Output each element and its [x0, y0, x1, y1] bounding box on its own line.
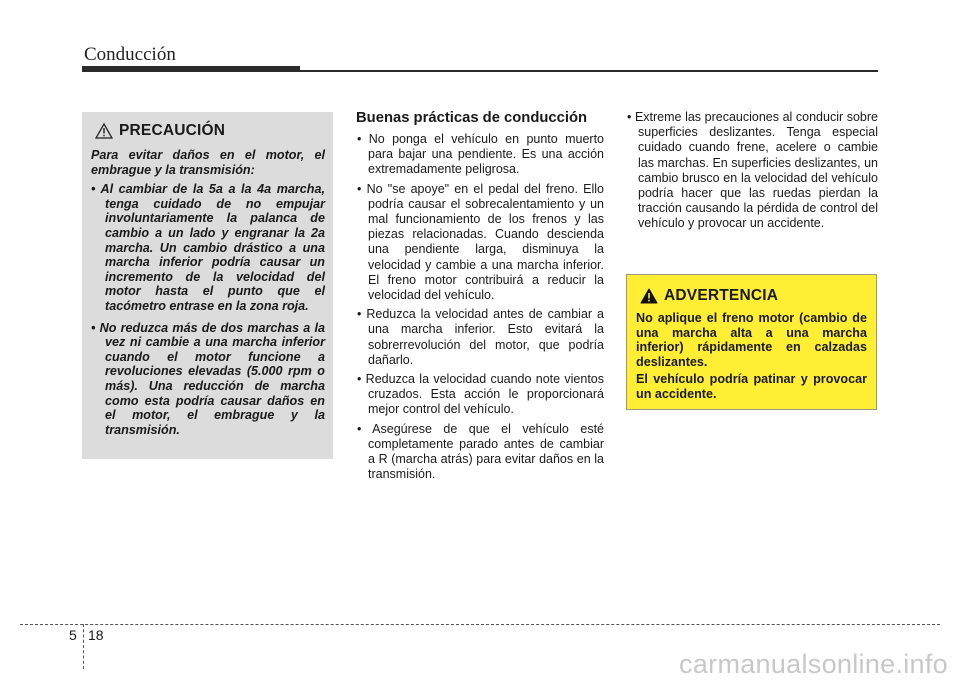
practice-item: • Asegúrese de que el vehículo esté completamente parado antes de cambiar a R (marcha atrás) para evitar daños en la transmisión.: [357, 421, 604, 482]
caution-title: PRECAUCIÓN: [119, 122, 226, 139]
practices-heading: Buenas prácticas de conducción: [356, 110, 588, 126]
caution-header: [95, 119, 325, 143]
chapter-number: 5: [69, 627, 77, 643]
practices-list-right: [625, 110, 878, 232]
practice-item: • No ponga el vehículo en punto muerto para bajar una pendiente. Es una acción extremadamente peligrosa.: [357, 132, 604, 177]
warning-box: [626, 274, 877, 410]
caution-box: [82, 112, 333, 459]
practices-list: [355, 132, 604, 482]
warning-triangle-filled-icon: [640, 288, 658, 304]
watermark: carmanualsonline.info: [679, 649, 948, 679]
caution-list: [91, 182, 325, 437]
warning-paragraph: El vehículo podría patinar y provocar un accidente.: [636, 372, 867, 401]
warning-header: [640, 284, 867, 308]
practice-item: • Reduzca la velocidad antes de cambiar a una marcha inferior. Esto evitará la sobrerrevolución del motor, que podría dañarlo.: [357, 307, 604, 367]
practice-item: • Reduzca la velocidad cuando note vientos cruzados. Esta acción le proporcionará mejor control del vehículo.: [357, 372, 604, 417]
warning-triangle-outline-icon: [95, 123, 113, 139]
practices-column-right: [625, 110, 878, 236]
header-rule-thin: [300, 70, 878, 72]
caution-item: • No reduzca más de dos marchas a la vez ni cambie a una marcha inferior cuando el motor funcione a revoluciones elevadas (5.000 rpm o más). Una reducción de marcha como esta podría causar daños en el motor, el embrague y la transmisión.: [91, 320, 325, 437]
practice-item: • No "se apoye" en el pedal del freno. Ello podría causar el sobrecalentamiento y un mal funcionamiento de los frenos y las piezas relacionadas. Cuando descienda una pendiente larga, disminuya la velocidad y cambie a una marcha inferior. El freno motor contribuirá a reducir la velocidad del vehículo.: [357, 181, 604, 303]
caution-intro: Para evitar daños en el motor, el embrague y la transmisión:: [91, 148, 325, 177]
page-number: 18: [88, 627, 104, 643]
warning-paragraph: No aplique el freno motor (cambio de una marcha alta a una marcha inferior) rápidamente en calzadas deslizantes.: [636, 311, 867, 369]
footer-vertical-divider: [83, 624, 84, 669]
practices-column: [355, 110, 604, 486]
header-rule-thick: [82, 66, 300, 72]
warning-title: ADVERTENCIA: [664, 287, 779, 304]
footer-divider: [20, 624, 940, 625]
caution-item: • Al cambiar de la 5a a la 4a marcha, tenga cuidado de no empujar involuntariamente la palanca de cambio a un lado y engranar la 2a marcha. Un cambio drástico a una marcha inferior podría causar un incremento de la velocidad del motor hasta el punto que el tacómetro entrase en la zona roja.: [91, 182, 325, 313]
practice-item: • Extreme las precauciones al conducir sobre superficies deslizantes. Tenga especial cuidado cuando frene, acelere o cambie las marchas. En superficies deslizantes, un cambio brusco en la velocidad del vehículo podría hacer que las ruedas pierdan la tracción causando la pérdida de control del vehículo y provocar un accidente.: [627, 110, 878, 231]
section-title: Conducción: [84, 44, 176, 65]
